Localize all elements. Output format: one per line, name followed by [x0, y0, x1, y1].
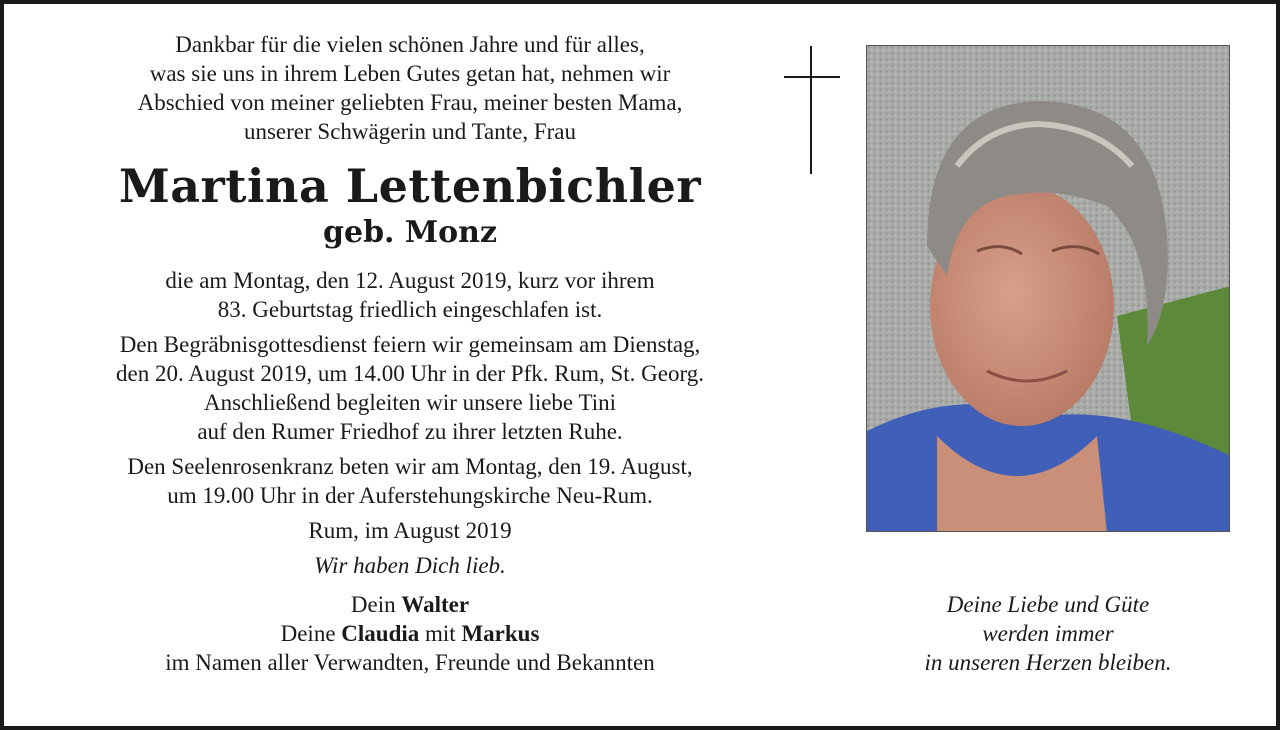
deceased-name: Martina Lettenbichler: [118, 159, 702, 213]
quote-line: Deine Liebe und Güte: [946, 592, 1150, 617]
death-notice-line: die am Montag, den 12. August 2019, kurz vor ihrem: [165, 268, 655, 293]
funeral-line: Den Begräbnisgottesdienst feiern wir gemeinsam am Dienstag,: [119, 332, 701, 357]
signer-prefix: Dein: [350, 592, 396, 617]
rosary-line: um 19.00 Uhr in der Auferstehungskirche Neu-Rum.: [167, 483, 653, 508]
signer-line-1: [30, 590, 790, 619]
farewell-line: Wir haben Dich lieb.: [314, 553, 506, 578]
intro-line: Dankbar für die vielen schönen Jahre und für alles,: [175, 32, 645, 57]
signer-joiner: mit: [425, 621, 456, 646]
place-date: Rum, im August 2019: [308, 518, 512, 543]
death-notice-line: 83. Geburtstag friedlich eingeschlafen ist.: [217, 297, 603, 322]
intro-line: was sie uns in ihrem Leben Gutes getan hat, nehmen wir: [149, 61, 671, 86]
birth-name: geb. Monz: [323, 215, 497, 250]
funeral-line: auf den Rumer Friedhof zu ihrer letzten Ruhe.: [197, 419, 623, 444]
portrait-illustration: [867, 46, 1230, 532]
signer-line-3: im Namen aller Verwandten, Freunde und Bekannten: [165, 650, 655, 675]
rosary-info: [30, 452, 790, 510]
signer-name-walter: Walter: [401, 592, 470, 617]
cross-icon: [784, 46, 840, 174]
signer-line-2: [30, 619, 790, 648]
intro-line: unserer Schwägerin und Tante, Frau: [243, 119, 576, 144]
signer-name-claudia: Claudia: [341, 621, 420, 646]
funeral-line: Anschließend begleiten wir unsere liebe Tini: [203, 390, 616, 415]
portrait-photo: [866, 45, 1230, 532]
funeral-line: den 20. August 2019, um 14.00 Uhr in der Pfk. Rum, St. Georg.: [116, 361, 704, 386]
quote-line: werden immer: [982, 621, 1114, 646]
quote-line: in unseren Herzen bleiben.: [924, 650, 1172, 675]
obituary-text: [30, 30, 790, 677]
signer-prefix: Deine: [280, 621, 336, 646]
signers: [30, 590, 790, 677]
memorial-quote: [866, 590, 1230, 677]
signer-name-markus: Markus: [461, 621, 540, 646]
intro-text: [30, 30, 790, 146]
funeral-info: [30, 330, 790, 446]
rosary-line: Den Seelenrosenkranz beten wir am Montag, den 19. August,: [127, 454, 693, 479]
intro-line: Abschied von meiner geliebten Frau, meiner besten Mama,: [137, 90, 683, 115]
death-notice: [30, 266, 790, 324]
